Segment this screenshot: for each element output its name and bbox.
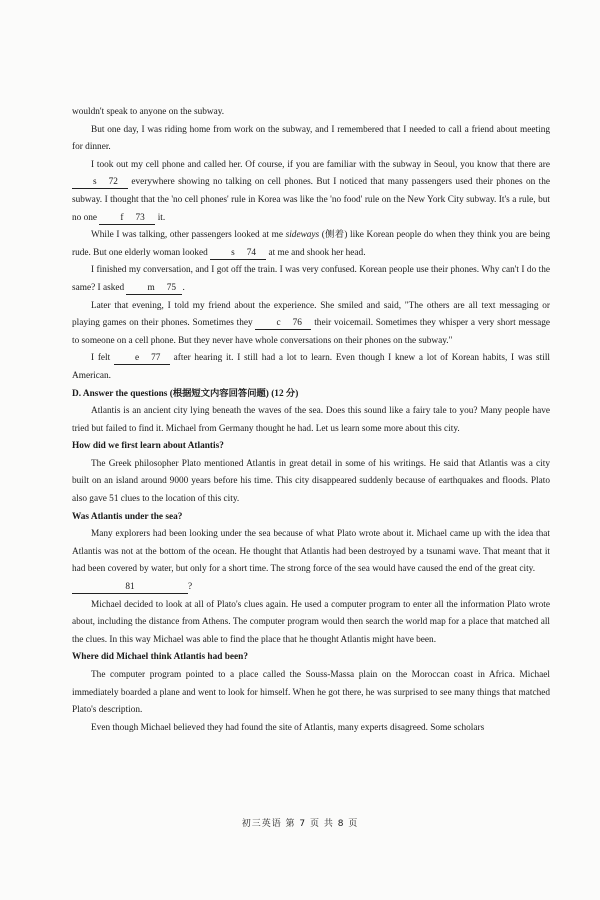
paragraph-text: I finished my conversation, and I got off the train. I was very confused. Korean people use their phones. Why can't I do the same? I asked xyxy=(72,265,550,293)
paragraph-text: I took out my cell phone and called her. Of course, if you are familiar with the subway in Seoul, you know that there are xyxy=(91,159,550,170)
blank-initial-letter: f xyxy=(120,212,124,223)
blank-initial-letter: s xyxy=(93,177,97,188)
paragraph-text: everywhere showing no talking on cell phones. But I noticed that many passengers used their phones on the subway. I thought that the 'no cell phones' rule in Korea was like the 'no food' rule on the New York City subway. It's a rule, but no one xyxy=(72,177,550,223)
section-d-intro: Atlantis is an ancient city lying beneath the waves of the sea. Does this sound like a fairy tale to you? Many people have tried but failed to find it. Michael from Germany thought he had. Let us learn some more about this city. xyxy=(72,406,550,434)
paragraph-text: at me and shook her head. xyxy=(266,247,366,258)
question-81-line xyxy=(72,579,550,597)
blank-initial-letter: c xyxy=(276,318,281,329)
blank-number: 77 xyxy=(151,353,161,364)
blank-number: 75 xyxy=(166,282,176,293)
q3-paragraph: The computer program pointed to a place called the Souss-Massa plain on the Moroccan coast in Africa. Michael immediately boarded a plane and went to look for himself. When he got there, he was surprised to see many things that matched Plato's description. xyxy=(72,670,550,716)
q81-paragraph: Michael decided to look at all of Plato's clues again. He used a computer program to enter all the information Plato wrote about, including the distance from Athens. The computer program would then search the world map for a place that matched all the clues. In this way Michael was able to find the place that he thought Atlantis might have been. xyxy=(72,599,550,645)
paragraph-5 xyxy=(72,262,550,297)
blank-72[interactable] xyxy=(72,177,128,189)
paragraph-text: their voicemail. Sometimes they whisper a very short message to someone on a cell phone. But they never have whole conversations on their phones on the subway." xyxy=(72,318,550,346)
paragraph-text: . xyxy=(182,282,185,293)
q2-paragraph: Many explorers had been looking under the sea because of what Plato wrote about it. Michael came up with the idea that Atlantis was not at the bottom of the ocean. He thought that Atlantis had been destroyed by a tsunami wave. That meant that it had been covered by water, but only for a short time. The strong force of the sea would have caused the end of the great city. xyxy=(72,529,550,575)
page-content xyxy=(72,104,550,737)
blank-initial-letter: s xyxy=(231,247,235,258)
page-footer: 初三英语 第 7 页 共 8 页 xyxy=(241,819,359,829)
blank-number: 81 xyxy=(125,582,135,593)
section-d-title: D. Answer the questions (根据短文内容回答问题) (12 分) xyxy=(72,388,299,399)
blank-81[interactable] xyxy=(72,582,188,594)
paragraph-7 xyxy=(72,350,550,385)
paragraph-text: While I was talking, other passengers looked at me xyxy=(91,230,286,241)
paragraph-2 xyxy=(72,122,550,157)
paragraph-text: (侧着) like Korean people do when they think you are being rude. But one elderly woman looked xyxy=(72,230,550,258)
paragraph-1 xyxy=(72,104,550,122)
paragraph-6 xyxy=(72,298,550,351)
blank-initial-letter: e xyxy=(134,353,140,364)
blank-initial-letter: m xyxy=(147,282,155,293)
blank-number: 73 xyxy=(135,212,145,223)
blank-75[interactable] xyxy=(126,282,185,295)
subheading-q3: Where did Michael think Atlantis had been? xyxy=(72,652,248,663)
last-paragraph: Even though Michael believed they had found the site of Atlantis, many experts disagreed. Some scholars xyxy=(91,722,485,733)
paragraph-text: But one day, I was riding home from work on the subway, and I remembered that I needed to call a friend about meeting for dinner. xyxy=(72,124,550,153)
blank-73[interactable] xyxy=(99,213,155,225)
paragraph-text: after hearing it. I still had a lot to learn. Even though I knew a lot of Korean habits, I was still American. xyxy=(72,353,550,381)
paragraph-text: wouldn't speak to anyone on the subway. xyxy=(72,107,225,117)
paragraph-text: Later that evening, I told my friend about the experience. She smiled and said, "The others are all text messaging or playing games on their phones. Sometimes they xyxy=(72,300,550,329)
paragraph-4 xyxy=(72,227,550,262)
blank-74[interactable] xyxy=(210,248,266,260)
blank-number: 76 xyxy=(292,318,302,329)
blank-77[interactable] xyxy=(114,353,170,365)
question-mark: ? xyxy=(188,582,193,593)
italic-word: sideways xyxy=(285,230,320,241)
q1-paragraph: The Greek philosopher Plato mentioned Atlantis in great detail in some of his writings. He said that Atlantis was a city built on an island around 9000 years before his time. This city disappeared suddenly because of earthquakes and floods. Plato also gave 51 clues to the location of this city. xyxy=(72,458,550,505)
blank-number: 74 xyxy=(246,247,257,258)
subheading-q1: How did we first learn about Atlantis? xyxy=(72,441,224,452)
blank-76[interactable] xyxy=(255,318,311,330)
paragraph-text: it. xyxy=(155,212,166,223)
paragraph-text: I felt xyxy=(91,353,114,364)
subheading-q2: Was Atlantis under the sea? xyxy=(72,511,183,522)
blank-number: 72 xyxy=(108,177,118,188)
paragraph-3 xyxy=(72,157,550,227)
